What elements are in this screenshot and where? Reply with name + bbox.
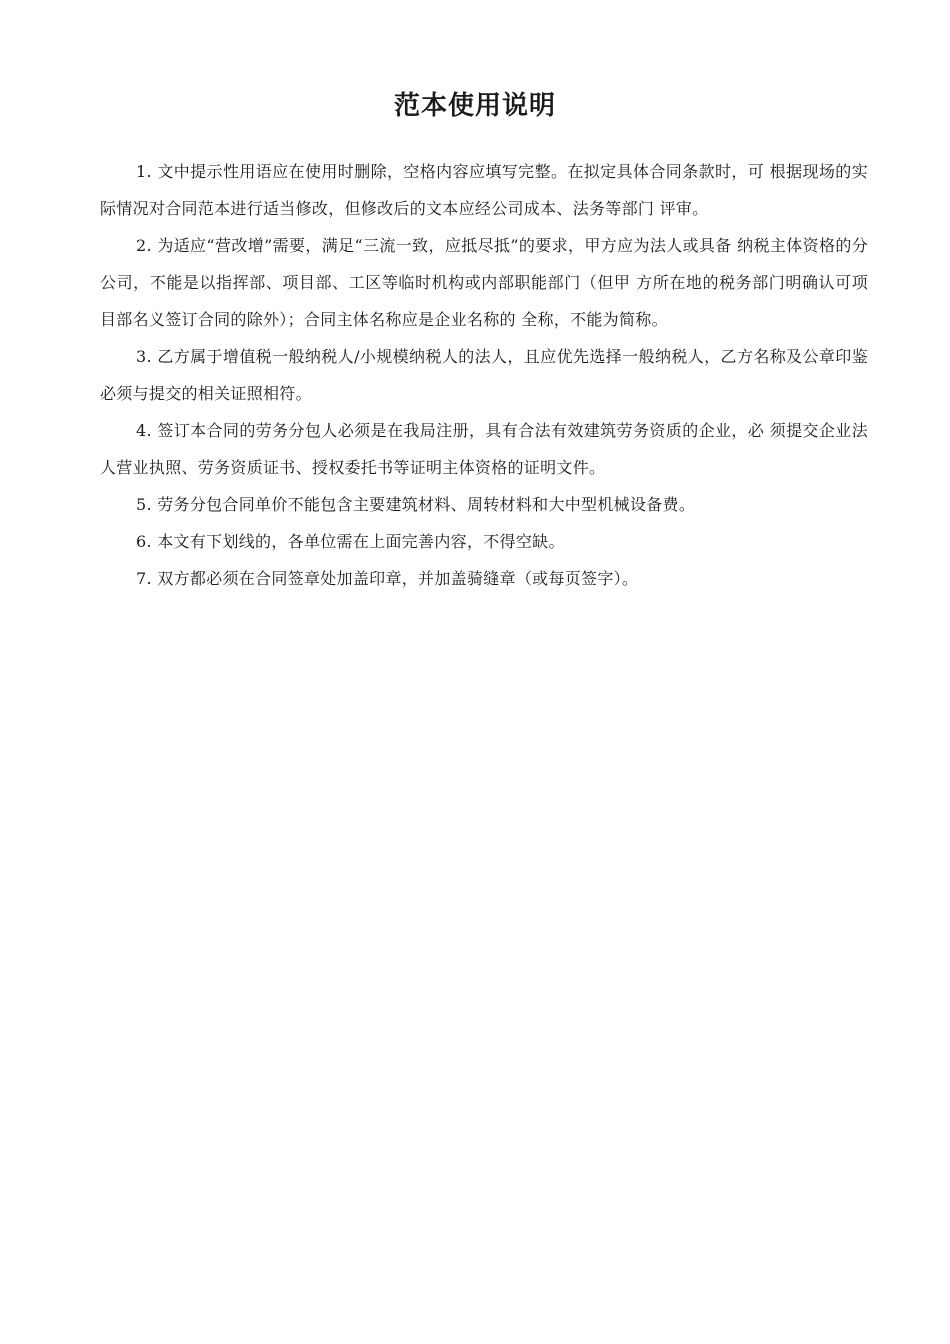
page-title: 范本使用说明 — [393, 91, 556, 121]
instructions-body — [100, 153, 868, 597]
instruction-item-1: 1. 文中提示性用语应在使用时删除，空格内容应填写完整。在拟定具体合同条款时，可 根据现场的实际情况对合同范本进行适当修改，但修改后的文本应经公司成本、法务等部门 评审。 — [100, 162, 868, 218]
instruction-item-3: 3. 乙方属于增值税一般纳税人/小规模纳税人的法人，且应优先选择一般纳税人，乙方名称及公章印鉴必须与提交的相关证照相符。 — [100, 347, 868, 403]
instruction-item-5: 5. 劳务分包合同单价不能包含主要建筑材料、周转材料和大中型机械设备费。 — [136, 495, 696, 514]
instruction-item-7: 7. 双方都必须在合同签章处加盖印章，并加盖骑缝章（或每页签字）。 — [136, 569, 639, 588]
instruction-item-6: 6. 本文有下划线的，各单位需在上面完善内容，不得空缺。 — [136, 532, 565, 551]
instruction-item-2: 2. 为适应“营改增”需要，满足“三流一致，应抵尽抵”的要求，甲方应为法人或具备 纳税主体资格的分公司，不能是以指挥部、项目部、工区等临时机构或内部职能部门（但甲 方所在地的税务部门明确认可项目部名义签订合同的除外）；合同主体名称应是企业名称的 全称，不能为简称。 — [100, 236, 868, 329]
instruction-item-4: 4. 签订本合同的劳务分包人必须是在我局注册，具有合法有效建筑劳务资质的企业，必 须提交企业法人营业执照、劳务资质证书、授权委托书等证明主体资格的证明文件。 — [100, 421, 868, 477]
